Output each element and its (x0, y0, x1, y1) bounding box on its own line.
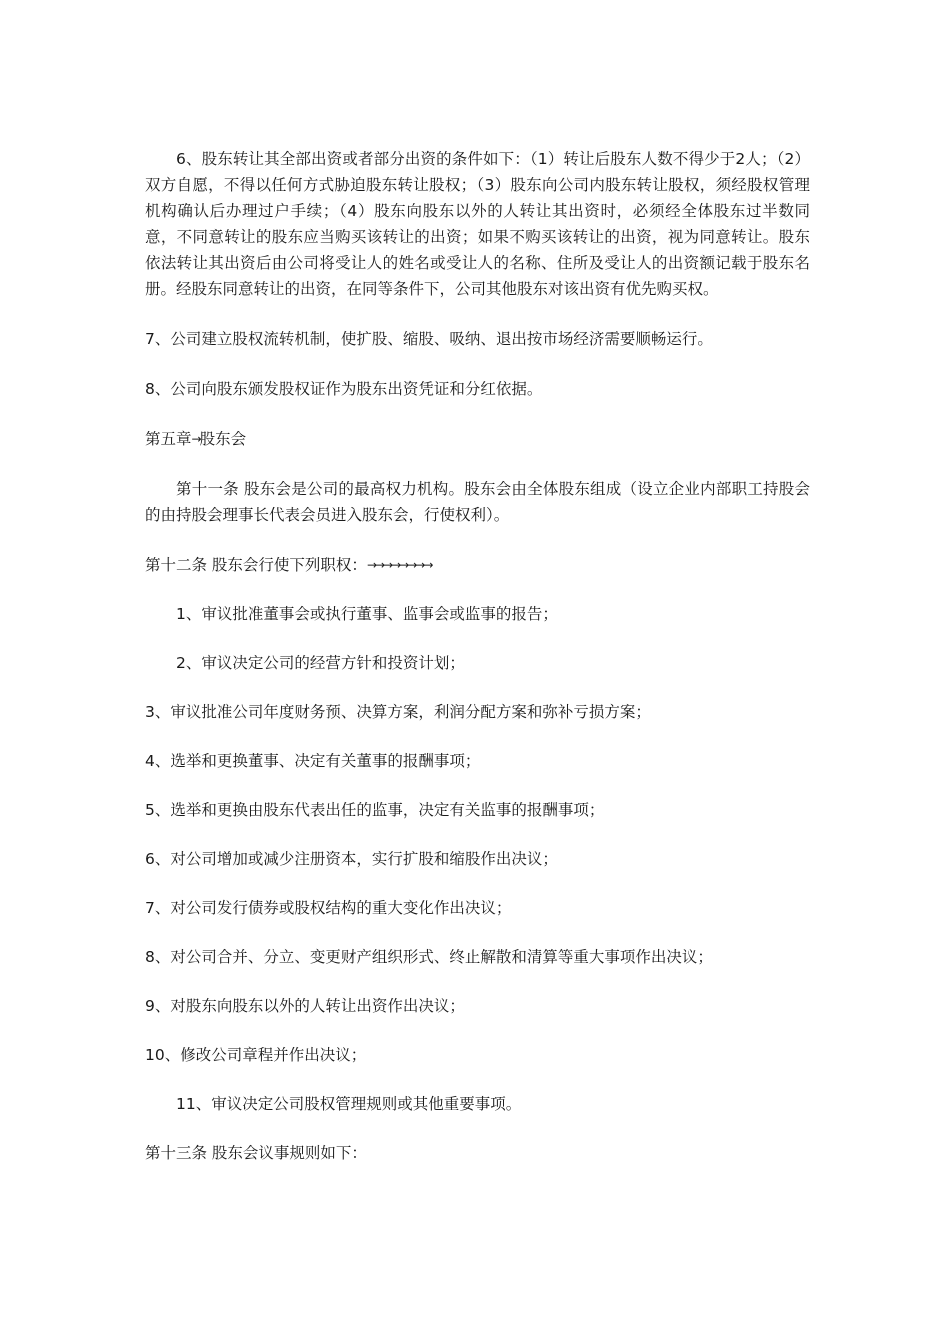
tab-arrow-mark: → (191, 432, 200, 446)
paragraph-equity-circulation: 7、公司建立股权流转机制，使扩股、缩股、吸纳、退出按市场经济需要顺畅运行。 (145, 330, 713, 348)
list-item: 10、修改公司章程并作出决议； (145, 1046, 367, 1064)
list-item: 3、审议批准公司年度财务预、决算方案，利润分配方案和弥补亏损方案； (145, 703, 651, 721)
list-item: 2、审议决定公司的经营方针和投资计划； (176, 654, 465, 672)
chapter-title: 股东会 (199, 430, 247, 448)
list-item: 5、选举和更换由股东代表出任的监事，决定有关监事的报酬事项； (145, 801, 605, 819)
article-12-text: 第十二条 股东会行使下列职权： (145, 556, 367, 574)
list-item: 8、对公司合并、分立、变更财产组织形式、终止解散和清算等重大事项作出决议； (145, 948, 713, 966)
list-item: 9、对股东向股东以外的人转让出资作出决议； (145, 997, 465, 1015)
article-11: 第十一条 股东会是公司的最高权力机构。股东会由全体股东组成（设立企业内部职工持股会的由持股会理事长代表会员进入股东会，行使权利）。 (145, 480, 810, 524)
list-item: 1、审议批准董事会或执行董事、监事会或监事的报告； (176, 605, 558, 623)
paragraph-share-transfer-conditions: 6、股东转让其全部出资或者部分出资的条件如下：（1）转让后股东人数不得少于2人；（2）双方自愿，不得以任何方式胁迫股东转让股权；（3）股东向公司内股东转让股权，须经股权管理机构确认后办理过户手续；（4）股东向股东以外的人转让其出资时，必须经全体股东过半数同意，不同意转让的股东应当购买该转让的出资；如果不购买该转让的出资，视为同意转让。股东依法转让其出资后由公司将受让人的姓名或受让人的名称、住所及受让人的出资额记载于股东名册。经股东同意转让的出资，在同等条件下，公司其他股东对该出资有优先购买权。 (145, 150, 810, 298)
chapter-heading (145, 426, 810, 452)
article-13-heading: 第十三条 股东会议事规则如下： (145, 1144, 367, 1162)
list-item: 11、审议决定公司股权管理规则或其他重要事项。 (176, 1095, 522, 1113)
list-item: 4、选举和更换董事、决定有关董事的报酬事项； (145, 752, 481, 770)
list-item: 7、对公司发行债券或股权结构的重大变化作出决议； (145, 899, 512, 917)
paragraph-equity-certificate: 8、公司向股东颁发股权证作为股东出资凭证和分红依据。 (145, 380, 543, 398)
article-12-heading (145, 552, 810, 578)
tab-arrow-marks: →→→→→→→→ (366, 558, 432, 572)
document-page (145, 146, 810, 1166)
list-item: 6、对公司增加或减少注册资本，实行扩股和缩股作出决议； (145, 850, 558, 868)
chapter-number: 第五章 (145, 430, 192, 448)
